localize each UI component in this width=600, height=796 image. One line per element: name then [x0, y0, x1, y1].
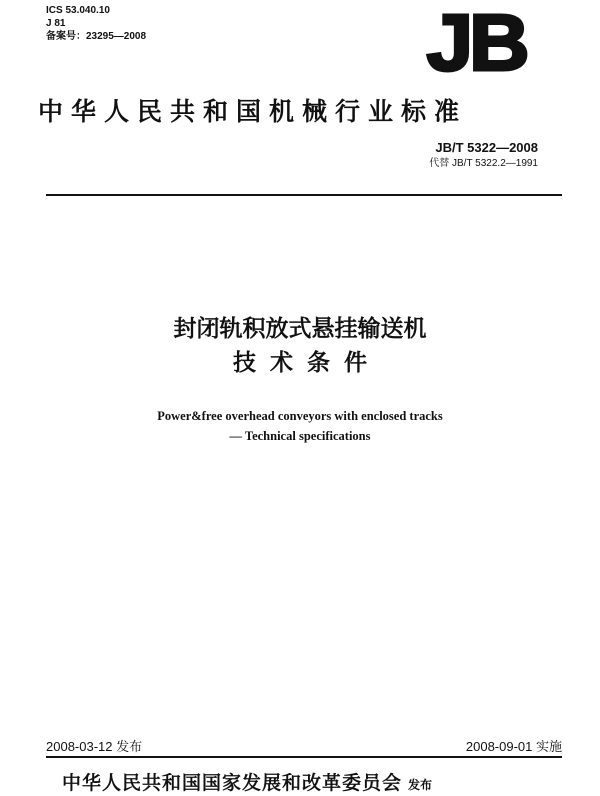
bottom-divider [46, 756, 562, 758]
issuer-suffix: 发布 [408, 778, 433, 792]
document-title-english [0, 406, 600, 446]
standard-code: JB/T 5322—2008 [435, 140, 538, 155]
issuer-name: 中华人民共和国国家发展和改革委员会 [62, 772, 403, 794]
standard-code-block [429, 140, 538, 172]
document-title-chinese [0, 312, 600, 380]
top-divider [46, 194, 562, 196]
title-en-line-2: — Technical specifications [229, 429, 371, 443]
title-en-line-1: Power&free overhead conveyors with enclosed tracks [157, 409, 443, 423]
title-cn-line-1: 封闭轨积放式悬挂输送机 [173, 316, 427, 342]
document-metadata [46, 4, 146, 43]
title-cn-line-2: 技术条件 [233, 350, 381, 376]
issue-date: 2008-03-12 发布 [46, 739, 143, 754]
standard-category-title: 中华人民共和国机械行业标准 [38, 97, 468, 126]
issuing-authority [62, 768, 432, 795]
effective-date: 2008-09-01 实施 [465, 739, 562, 754]
filing-number: 备案号：23295—2008 [46, 31, 147, 42]
replaces-code: 代替 JB/T 5322.2—1991 [429, 158, 538, 169]
jb-logo [414, 4, 532, 76]
category-code: J 81 [46, 18, 66, 29]
jb-logo-text: JB [426, 4, 526, 76]
ics-code: ICS 53.040.10 [46, 5, 110, 16]
